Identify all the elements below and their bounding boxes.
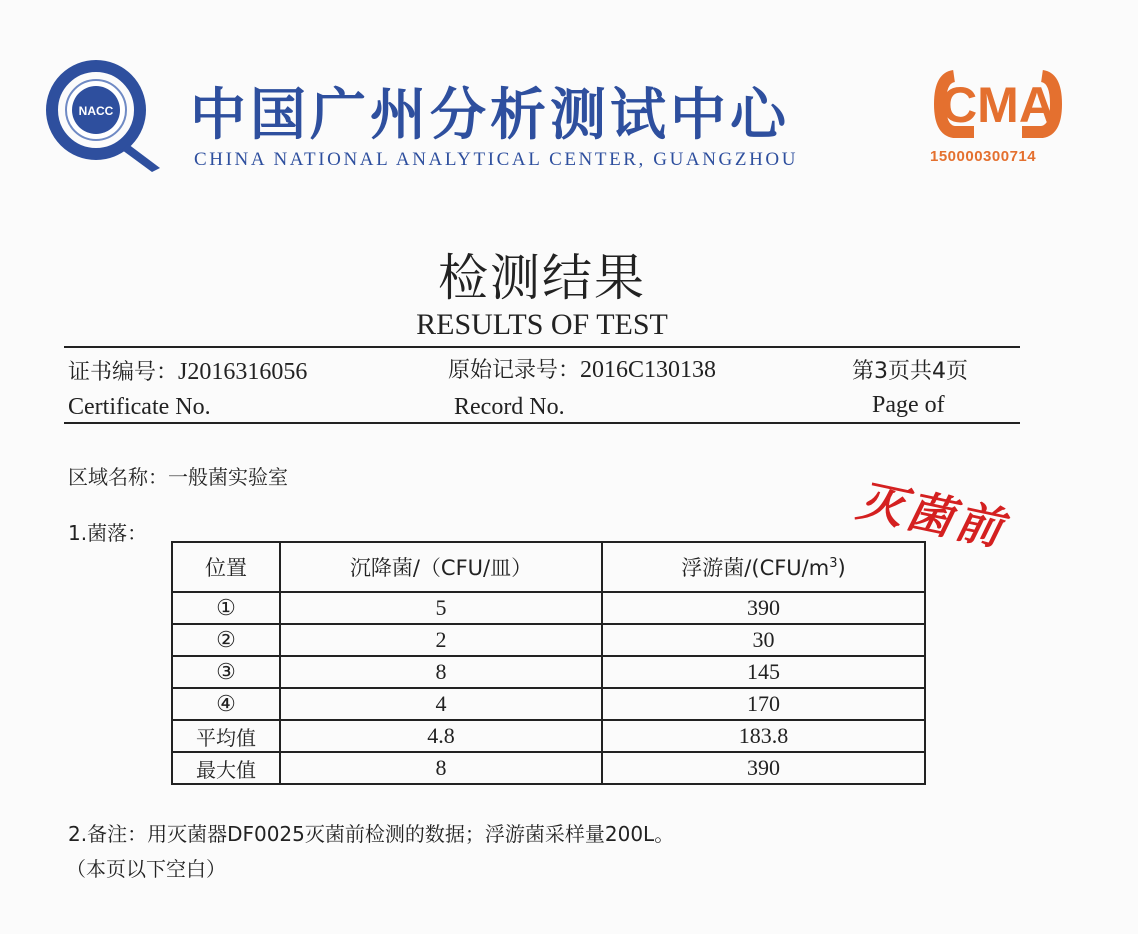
area-label: 区域名称： xyxy=(68,465,168,489)
row-airborne-value: 145 xyxy=(602,656,925,688)
row-settling-value: 4.8 xyxy=(280,720,602,752)
row-settling-value: 8 xyxy=(280,752,602,784)
table-header-row xyxy=(172,542,925,592)
record-label-cn: 原始记录号： xyxy=(448,358,581,383)
section-colonies-heading: 1.菌落： xyxy=(68,521,148,545)
colony-results-table xyxy=(171,541,926,785)
table-row xyxy=(172,688,925,720)
row-airborne-value: 170 xyxy=(602,688,925,720)
table-row xyxy=(172,592,925,624)
certificate-label-en: Certificate No. xyxy=(68,394,211,420)
row-position: 平均值 xyxy=(172,720,280,752)
org-name-cn: 中国广州分析测试中心 xyxy=(190,83,790,148)
org-name-en: CHINA NATIONAL ANALYTICAL CENTER, GUANGZHOU xyxy=(194,149,799,170)
blank-below-note: （本页以下空白） xyxy=(66,857,226,881)
row-settling-value: 5 xyxy=(280,592,602,624)
record-value: 2016C130138 xyxy=(580,357,717,383)
area-value: 一般菌实验室 xyxy=(168,465,288,489)
title-cn: 检测结果 xyxy=(438,249,646,307)
row-settling-value: 2 xyxy=(280,624,602,656)
row-position: ① xyxy=(172,592,280,624)
cma-logo-icon xyxy=(934,66,1062,142)
page-count-cn: 第3页共4页 xyxy=(852,359,968,384)
row-airborne-value: 390 xyxy=(602,592,925,624)
header-settling-bacteria: 沉降菌/（CFU/皿） xyxy=(280,542,602,592)
row-airborne-value: 390 xyxy=(602,752,925,784)
top-rule xyxy=(64,346,1020,348)
row-airborne-value: 183.8 xyxy=(602,720,925,752)
sterilization-stamp: 灭菌前 xyxy=(852,472,1011,557)
cma-number: 150000300714 xyxy=(930,148,1037,165)
header-airborne-bacteria: 浮游菌$/(CFU/m^3)$ xyxy=(602,542,925,592)
row-settling-value: 4 xyxy=(280,688,602,720)
header-position: 位置 xyxy=(172,542,280,592)
row-position: ④ xyxy=(172,688,280,720)
table-row-average xyxy=(172,720,925,752)
table-row xyxy=(172,656,925,688)
certificate-no-line xyxy=(68,355,307,386)
record-label-en: Record No. xyxy=(454,394,565,420)
nacc-badge-text: NACC xyxy=(78,104,114,118)
title-en: RESULTS OF TEST xyxy=(416,308,668,341)
row-airborne-value: 30 xyxy=(602,624,925,656)
record-no-line xyxy=(448,353,716,384)
row-settling-value: 8 xyxy=(280,656,602,688)
remarks-note: 2.备注：用灭菌器DF0025灭菌前检测的数据；浮游菌采样量200L。 xyxy=(68,822,675,846)
bottom-rule xyxy=(64,422,1020,424)
table-row xyxy=(172,624,925,656)
certificate-value: J2016316056 xyxy=(178,359,308,385)
certificate-label-cn: 证书编号： xyxy=(68,360,179,385)
row-position: 最大值 xyxy=(172,752,280,784)
page-count-en: Page of xyxy=(872,392,945,418)
row-position: ③ xyxy=(172,656,280,688)
row-position: ② xyxy=(172,624,280,656)
area-name-line xyxy=(68,461,288,490)
cma-logo-text: CMA xyxy=(941,77,1055,133)
table-row-maximum xyxy=(172,752,925,784)
nacc-logo-icon xyxy=(36,58,168,174)
